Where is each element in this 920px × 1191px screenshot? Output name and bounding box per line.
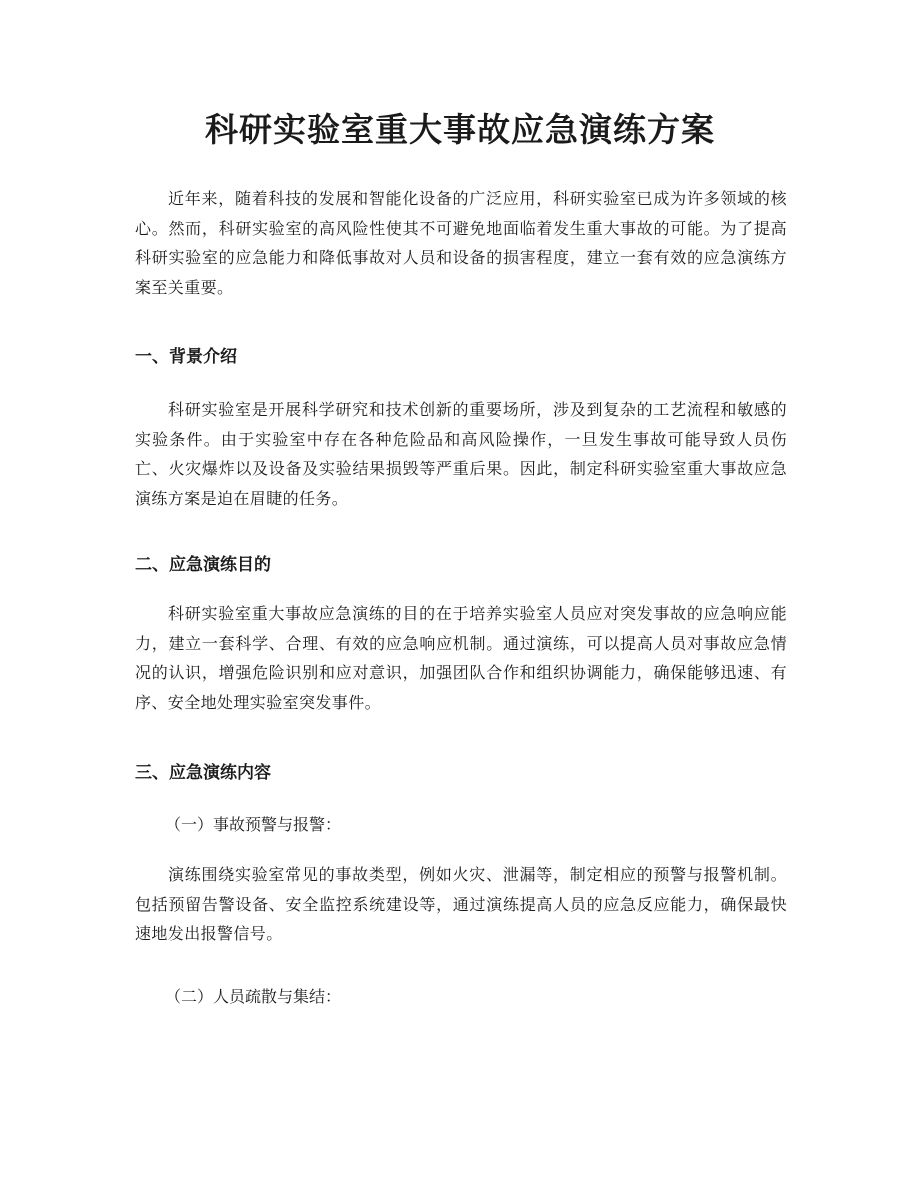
- subsection-heading-evacuation: （二）人员疏散与集结：: [165, 987, 342, 1006]
- subsection-body-warning: 演练围绕实验室常见的事故类型，例如火灾、泄漏等，制定相应的预警与报警机制。包括预留告警设备、安全监控系统建设等，通过演练提高人员的应急反应能力，确保最快速地发出报警信号。: [135, 865, 787, 944]
- section-body-background: 科研实验室是开展科学研究和技术创新的重要场所，涉及到复杂的工艺流程和敏感的实验条件。由于实验室中存在各种危险品和高风险操作，一旦发生事故可能导致人员伤亡、火灾爆炸以及设备及实验结果损毁等严重后果。因此，制定科研实验室重大事故应急演练方案是迫在眉睫的任务。: [135, 400, 787, 508]
- section-heading-background: 一、背景介绍: [135, 347, 237, 367]
- section-heading-purpose: 二、应急演练目的: [135, 555, 271, 575]
- subsection-heading-warning: （一）事故预警与报警：: [165, 815, 342, 834]
- section-body-purpose: 科研实验室重大事故应急演练的目的在于培养实验室人员应对突发事故的应急响应能力，建立一套科学、合理、有效的应急响应机制。通过演练，可以提高人员对事故应急情况的认识，增强危险识别和应对意识，加强团队合作和组织协调能力，确保能够迅速、有序、安全地处理实验室突发事件。: [135, 604, 787, 712]
- section-heading-content: 三、应急演练内容: [135, 763, 271, 783]
- document-title: 科研实验室重大事故应急演练方案: [205, 110, 715, 149]
- intro-paragraph: 近年来，随着科技的发展和智能化设备的广泛应用，科研实验室已成为许多领域的核心。然而，科研实验室的高风险性使其不可避免地面临着发生重大事故的可能。为了提高科研实验室的应急能力和降低事故对人员和设备的损害程度，建立一套有效的应急演练方案至关重要。: [135, 189, 787, 297]
